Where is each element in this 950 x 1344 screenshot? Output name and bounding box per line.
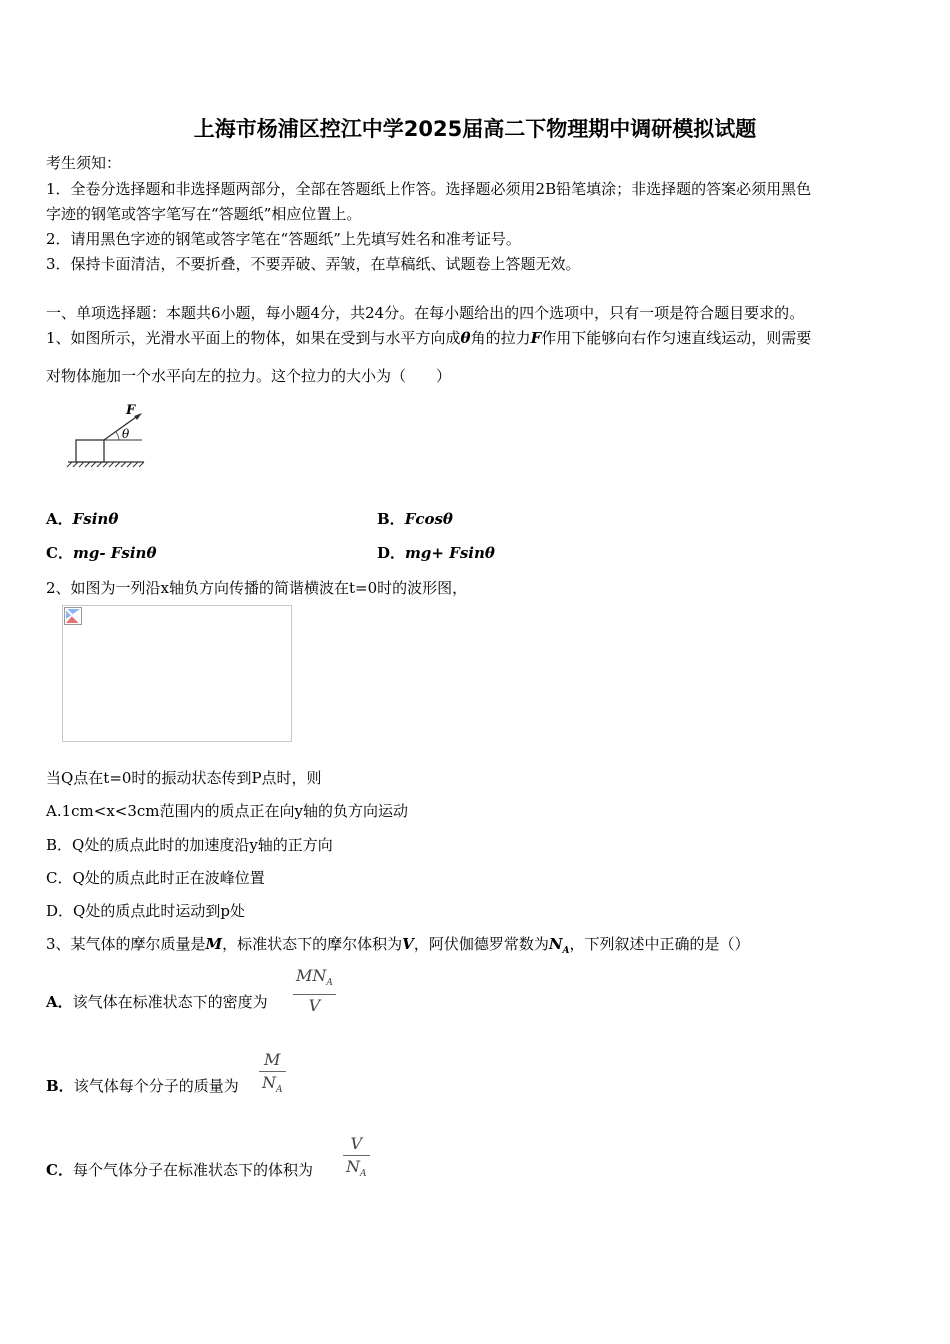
q1-option-c: C．mg- Fsinθ	[46, 544, 157, 562]
q1-option-a: A．Fsinθ	[46, 510, 119, 528]
q2-option-c: C．Q处的质点此时正在波峰位置	[46, 869, 265, 887]
q2-wave-figure-placeholder	[62, 605, 292, 742]
section-heading: 一、单项选择题：本题共6小题，每小题4分，共24分。在每小题给出的四个选项中，只有一项是符合题目要求的。	[46, 304, 805, 322]
q3-option-c-fraction: V $N_A$	[343, 1133, 370, 1185]
broken-image-icon	[64, 607, 82, 625]
notice-heading: 考生须知：	[46, 154, 122, 172]
q1-stem-line2: 对物体施加一个水平向左的拉力。这个拉力的大小为（ ）	[46, 367, 452, 385]
ground-hatching	[67, 462, 144, 467]
q2-option-b: B．Q处的质点此时的加速度沿y轴的正方向	[46, 836, 333, 854]
q2-option-d: D．Q处的质点此时运动到p处	[46, 902, 245, 920]
q3-stem: 3、某气体的摩尔质量是M，标准状态下的摩尔体积为V，阿伏伽德罗常数为$N_A$，下列叙述中正确的是（）	[46, 935, 750, 956]
q1-stem-line1: 1、如图所示，光滑水平面上的物体，如果在受到与水平方向成θ角的拉力F作用下能够向右作匀速直线运动，则需要	[46, 329, 812, 347]
notice-line-1: 1．全卷分选择题和非选择题两部分，全部在答题纸上作答。选择题必须用2B铅笔填涂；非选择题的答案必须用黑色	[46, 180, 812, 198]
q3-option-b-fraction: M $N_A$	[259, 1049, 286, 1101]
q3-option-c: C．每个气体分子在标准状态下的体积为	[46, 1161, 313, 1179]
q2-stem: 2、如图为一列沿x轴负方向传播的简谐横波在t=0时的波形图，	[46, 579, 468, 597]
notice-line-2: 字迹的钢笔或答字笔写在“答题纸”相应位置上。	[46, 205, 362, 223]
notice-line-4: 3．保持卡面清洁，不要折叠，不要弄破、弄皱，在草稿纸、试题卷上答题无效。	[46, 255, 581, 273]
force-label: F	[126, 403, 136, 418]
q1-figure	[64, 398, 148, 468]
q1-option-b: B．Fcosθ	[377, 510, 453, 528]
block	[76, 440, 104, 462]
q1-option-d: D．mg+ Fsinθ	[377, 544, 495, 562]
page-title: 上海市杨浦区控江中学2025届高二下物理期中调研模拟试题	[193, 117, 757, 141]
q3-option-a: A．该气体在标准状态下的密度为	[46, 993, 268, 1011]
angle-label: θ	[122, 427, 130, 441]
q3-option-b: B．该气体每个分子的质量为	[46, 1077, 239, 1095]
q3-option-a-fraction: $MN_A$ V	[293, 965, 336, 1017]
q2-option-a: A.1cm<x<3cm范围内的质点正在向y轴的负方向运动	[46, 802, 409, 820]
angle-arc	[116, 432, 119, 440]
notice-line-3: 2．请用黑色字迹的钢笔或答字笔在“答题纸”上先填写姓名和准考证号。	[46, 230, 521, 248]
q2-condition: 当Q点在t=0时的振动状态传到P点时，则	[46, 769, 322, 787]
